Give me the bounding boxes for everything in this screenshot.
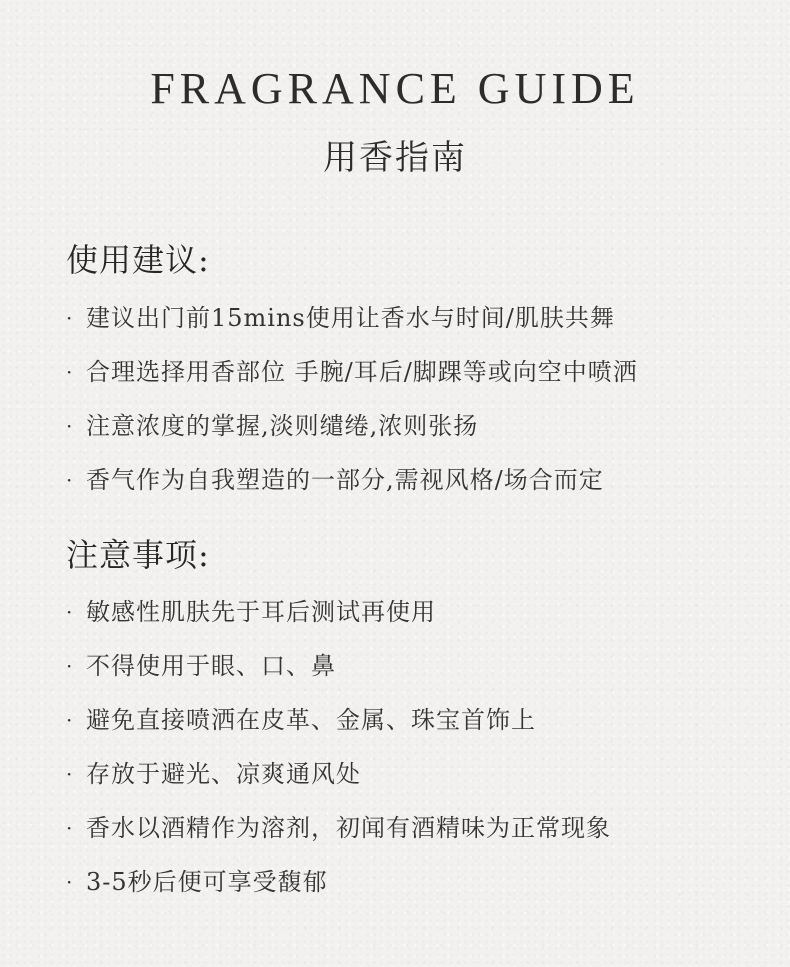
list-item (66, 594, 611, 648)
bullet-dot: · (66, 708, 74, 732)
page-title-chinese: 用香指南 (323, 138, 467, 178)
bullet-dot: · (66, 360, 74, 384)
list-item (66, 756, 611, 810)
list-item-text: 注意浓度的掌握,淡则缱绻,浓则张扬 (86, 412, 479, 440)
bullet-dot: · (66, 306, 74, 330)
list-item (66, 408, 638, 462)
list-item (66, 354, 638, 408)
list-item-text: 建议出门前15mins使用让香水与时间/肌肤共舞 (86, 304, 615, 332)
usage-list (66, 300, 638, 516)
list-item (66, 810, 611, 864)
list-item-text: 避免直接喷洒在皮革、金属、珠宝首饰上 (86, 706, 536, 734)
bullet-dot: · (66, 870, 74, 894)
list-item-text: 存放于避光、凉爽通风处 (86, 760, 361, 788)
list-item (66, 864, 611, 918)
bullet-dot: · (66, 468, 74, 492)
bullet-dot: · (66, 762, 74, 786)
bullet-dot: · (66, 600, 74, 624)
notes-heading: 注意事项: (66, 536, 210, 574)
list-item-text: 香水以酒精作为溶剂，初闻有酒精味为正常现象 (86, 814, 611, 842)
list-item-text: 不得使用于眼、口、鼻 (86, 652, 336, 680)
bullet-dot: · (66, 816, 74, 840)
list-item (66, 462, 638, 516)
usage-heading: 使用建议: (66, 241, 210, 279)
list-item-text: 3-5秒后便可享受馥郁 (86, 868, 328, 896)
page-title-english: FRAGRANCE GUIDE (150, 64, 640, 113)
list-item (66, 300, 638, 354)
list-item-text: 合理选择用香部位 手腕/耳后/脚踝等或向空中喷洒 (86, 358, 638, 386)
bullet-dot: · (66, 654, 74, 678)
list-item-text: 香气作为自我塑造的一部分,需视风格/场合而定 (86, 466, 604, 494)
bullet-dot: · (66, 414, 74, 438)
list-item-text: 敏感性肌肤先于耳后测试再使用 (86, 598, 436, 626)
list-item (66, 702, 611, 756)
list-item (66, 648, 611, 702)
notes-list (66, 594, 611, 918)
